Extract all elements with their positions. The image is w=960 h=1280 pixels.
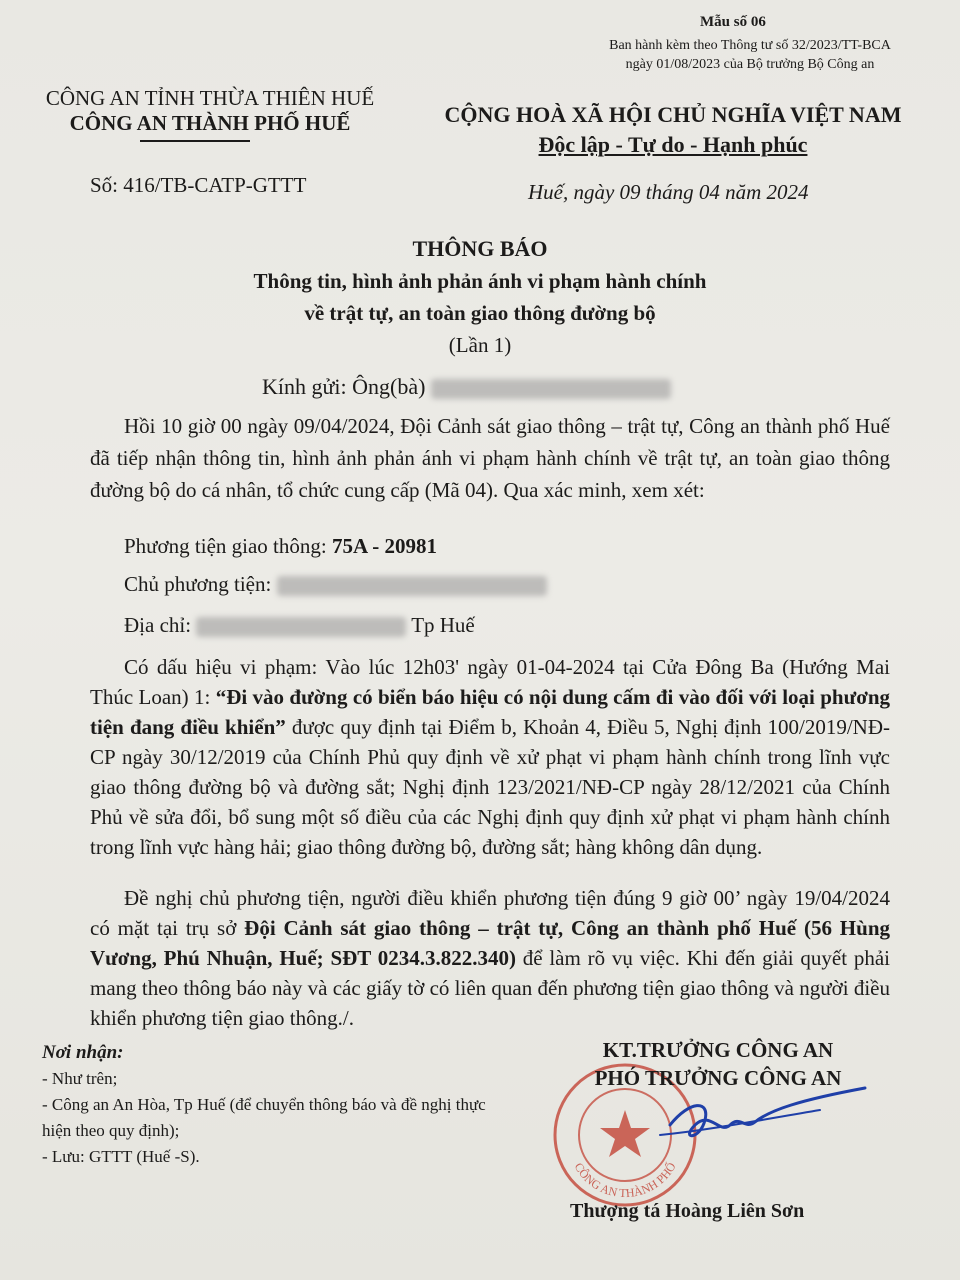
request-office: Đội Cảnh sát giao thông – trật tự, Công an thành phố Huế (56 Hùng Vương, Phú Nhuận, Huế; SĐT 0234.3.822.340) [90, 916, 890, 970]
issuing-agency [20, 86, 400, 136]
owner-field [124, 572, 547, 597]
recipients-heading: Nơi nhận: [42, 1042, 124, 1063]
recipient-item: - Lưu: GTTT (Huế -S). [42, 1147, 200, 1166]
violation-description: “Đi vào đường có biển báo hiệu có nội dung cấm đi vào đối với loại phương tiện đang điều khiển” [90, 685, 891, 739]
recipients-block [42, 1040, 502, 1170]
address-label: Địa chỉ: [124, 613, 192, 637]
address-field [124, 613, 475, 638]
salutation [262, 374, 671, 400]
redacted-owner-name [277, 576, 547, 596]
handwritten-signature [650, 1080, 880, 1160]
agency-unit: CÔNG AN THÀNH PHỐ HUẾ [69, 111, 351, 135]
redacted-recipient-name [431, 379, 671, 399]
notice-title [0, 233, 960, 361]
salutation-label: Kính gửi: Ông(bà) [262, 374, 426, 399]
nation-name: CỘNG HOÀ XÃ HỘI CHỦ NGHĨA VIỆT NAM [444, 102, 902, 127]
national-header [428, 100, 918, 160]
paragraph-intro: Hồi 10 giờ 00 ngày 09/04/2024, Đội Cảnh sát giao thông – trật tự, Công an thành phố Huế đã tiếp nhận thông tin, hình ảnh phản ánh vi phạm hành chính về trật tự, an toàn giao thông đường bộ do cá nhân, tổ chức cung cấp (Mã 04). Qua xác minh, xem xét: [90, 414, 890, 502]
owner-label: Chủ phương tiện: [124, 572, 272, 596]
violation-lead: Có dấu hiệu vi phạm: Vào lúc 12h03' ngày 01-04-2024 tại Cửa Đông Ba (Hướng Mai Thúc Loan) 1: [90, 655, 890, 709]
vehicle-field [124, 534, 437, 559]
issue-date: Huế, ngày 09 tháng 04 năm 2024 [528, 180, 809, 204]
request-rest: để làm rõ vụ việc. Khi đến giải quyết phải mang theo thông báo này và các giấy tờ có liên quan đến phương tiện giao thông và người điều khiển phương tiện giao thông./. [90, 946, 890, 1030]
seal-text: CÔNG AN THÀNH PHỐ [571, 1159, 679, 1201]
form-issuance-line2: ngày 01/08/2023 của Bộ trưởng Bộ Công an [625, 57, 875, 72]
form-number: Mẫu số 06 [700, 14, 766, 30]
form-issuance [560, 36, 940, 74]
agency-parent: CÔNG AN TỈNH THỪA THIÊN HUẾ [45, 86, 375, 110]
paragraph-request [90, 883, 890, 1033]
violation-legal-basis: được quy định tại Điểm b, Khoản 4, Điều 5, Nghị định 100/2019/NĐ-CP ngày 30/12/2019 của Chính Phủ quy định về xử phạt vi phạm hành chính trong lĩnh vực giao thông đường bộ và đường sắt; Nghị định 123/2021/NĐ-CP ngày 28/12/2021 của Chính Phủ về sửa đổi, bổ sung một số điều của các Nghị định quy định xử phạt vi phạm hành chính trong lĩnh vực hàng hải; giao thông đường bộ, đường sắt; hàng không dân dụng. [90, 715, 890, 859]
paragraph-violation [90, 652, 890, 862]
signature-title-line2: PHÓ TRƯỞNG CÔNG AN [594, 1066, 842, 1090]
title-subject-2: về trật tự, an toàn giao thông đường bộ [304, 301, 656, 325]
nation-motto: Độc lập - Tự do - Hạnh phúc [538, 132, 808, 157]
document-number: Số: 416/TB-CATP-GTTT [90, 173, 307, 197]
redacted-address [196, 617, 406, 637]
request-lead: Đề nghị chủ phương tiện, người điều khiển phương tiện đúng 9 giờ 00’ ngày 19/04/2024 có mặt tại trụ sở [90, 886, 890, 940]
title-subject: Thông tin, hình ảnh phản ánh vi phạm hành chính [253, 269, 707, 293]
recipient-item: - Công an An Hòa, Tp Huế (để chuyển thông báo và đề nghị thực hiện theo quy định); [42, 1095, 486, 1140]
vehicle-plate: 75A - 20981 [331, 534, 437, 558]
form-issuance-line1: Ban hành kèm theo Thông tư số 32/2023/TT-BCA [609, 38, 891, 53]
signature-title-line1: KT.TRƯỞNG CÔNG AN [602, 1038, 834, 1062]
address-city: Tp Huế [411, 613, 475, 637]
title-main: THÔNG BÁO [412, 236, 548, 261]
title-attempt: (Lần 1) [448, 333, 512, 357]
agency-underline [140, 140, 250, 142]
signer-name: Thượng tá Hoàng Liên Sơn [570, 1200, 805, 1222]
recipient-item: - Như trên; [42, 1069, 118, 1088]
vehicle-label: Phương tiện giao thông: [124, 534, 332, 558]
